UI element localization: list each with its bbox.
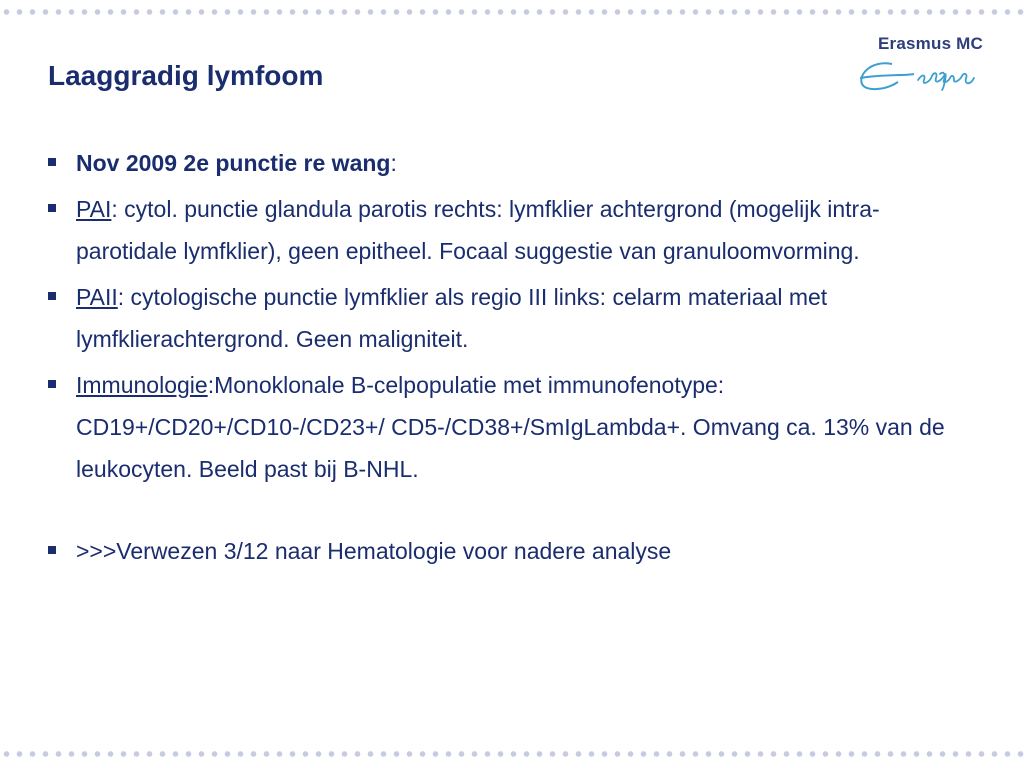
list-item [48, 142, 968, 184]
bullet-lead: Immunologie [76, 372, 208, 398]
bullet-square-icon [48, 380, 56, 388]
bullet-square-icon [48, 292, 56, 300]
bullet-text: Verwezen 3/12 naar Hematologie voor nadere analyse [116, 538, 672, 564]
bullet-square-icon [48, 546, 56, 554]
bullet-text: : [390, 150, 397, 176]
logo-text: Erasmus MC [878, 34, 983, 53]
bullet-lead: PAII [76, 284, 118, 310]
bullet-square-icon [48, 204, 56, 212]
bullet-lead: >>> [76, 538, 117, 564]
bullet-square-icon [48, 158, 56, 166]
bullet-text: : cytol. punctie glandula parotis rechts: lymfklier achtergrond (mogelijk intra-parotidale lymfklier), geen epitheel. Focaal suggestie van granuloomvorming. [76, 196, 880, 264]
list-item [48, 276, 968, 360]
list-item [48, 530, 968, 572]
bullet-text: : cytologische punctie lymfklier als regio III links: celarm materiaal met lymfklierachtergrond. Geen maligniteit. [76, 284, 828, 352]
bullet-lead: PAI [76, 196, 112, 222]
erasmus-mc-logo [852, 34, 1002, 98]
bullet-text: :Monoklonale B-celpopulatie met immunofenotype: CD19+/CD20+/CD10-/CD23+/ CD5-/CD38+/SmIgLambda+. Omvang ca. 13% van de leukocyten. Beeld past bij B-NHL. [76, 372, 945, 482]
list-item [48, 364, 968, 490]
list-item [48, 188, 968, 272]
top-dot-border [0, 8, 1024, 16]
slide-title: Laaggradig lymfoom [48, 60, 324, 91]
erasmus-signature-icon [852, 52, 1002, 96]
bottom-dot-border [0, 750, 1024, 758]
bullet-list [48, 142, 968, 576]
bullet-lead: Nov 2009 2e punctie re wang [76, 150, 391, 176]
